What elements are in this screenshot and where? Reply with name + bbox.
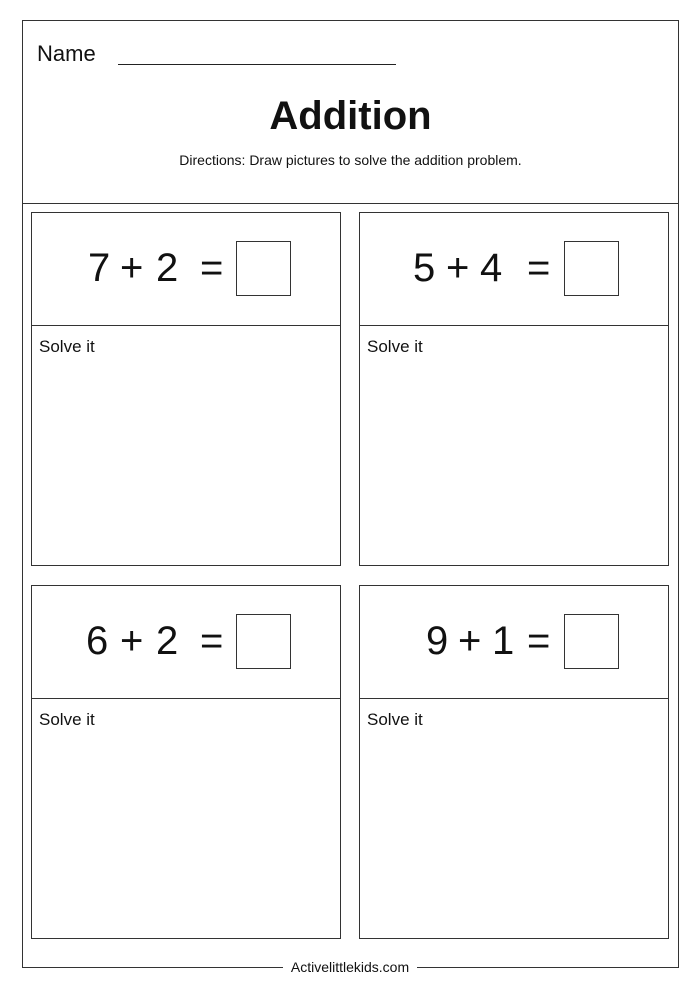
solve-it-label: Solve it: [367, 710, 423, 729]
solve-it-label: Solve it: [39, 710, 95, 729]
equals-sign: =: [527, 246, 551, 290]
page-title: Addition: [269, 94, 432, 138]
addend-b: 2: [156, 619, 179, 663]
addend-a: 5: [413, 246, 436, 290]
plus-sign: +: [120, 619, 144, 663]
addend-b: 2: [156, 246, 179, 290]
equation-area: [360, 213, 668, 326]
problem-card: [359, 585, 669, 939]
equation-area: [360, 586, 668, 699]
addend-a: 9: [426, 619, 449, 663]
drawing-area[interactable]: [32, 326, 340, 566]
name-field-line[interactable]: [118, 64, 396, 65]
answer-box[interactable]: [564, 241, 619, 296]
plus-sign: +: [120, 246, 144, 290]
worksheet-header: [23, 21, 678, 204]
addend-a: 6: [86, 619, 109, 663]
solve-it-label: Solve it: [39, 337, 95, 356]
drawing-area[interactable]: [360, 699, 668, 939]
equals-sign: =: [200, 246, 224, 290]
solve-it-label: Solve it: [367, 337, 423, 356]
footer: [0, 959, 700, 975]
problem-card: [31, 212, 341, 566]
problem-card: [359, 212, 669, 566]
plus-sign: +: [458, 619, 482, 663]
drawing-area[interactable]: [32, 699, 340, 939]
name-label: Name: [37, 41, 96, 66]
answer-box[interactable]: [564, 614, 619, 669]
site-credit: Activelittlekids.com: [283, 959, 417, 975]
addend-a: 7: [88, 246, 111, 290]
directions-text: Directions: Draw pictures to solve the addition problem.: [179, 152, 522, 168]
plus-sign: +: [446, 246, 470, 290]
addend-b: 4: [480, 246, 503, 290]
equals-sign: =: [200, 619, 224, 663]
equals-sign: =: [527, 619, 551, 663]
answer-box[interactable]: [236, 241, 291, 296]
equation-area: [32, 213, 340, 326]
answer-box[interactable]: [236, 614, 291, 669]
equation-area: [32, 586, 340, 699]
problem-card: [31, 585, 341, 939]
addend-b: 1: [492, 619, 515, 663]
drawing-area[interactable]: [360, 326, 668, 566]
